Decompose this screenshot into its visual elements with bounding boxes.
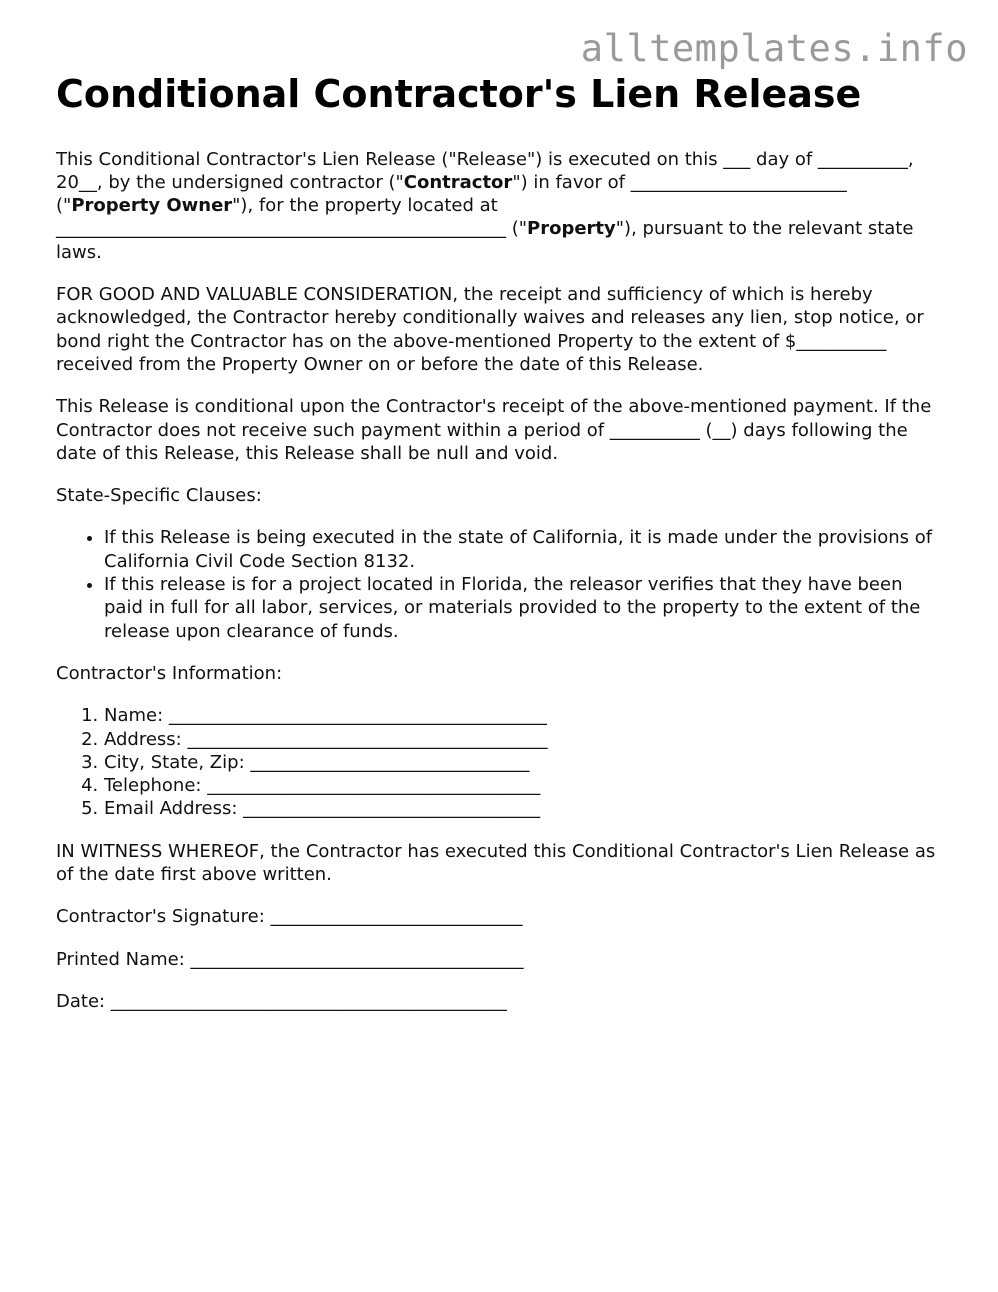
list-item: 3. City, State, Zip: _______________________________ — [104, 751, 946, 774]
witness-paragraph: IN WITNESS WHEREOF, the Contractor has executed this Conditional Contractor's Lien Release as of the date first above written. — [56, 840, 936, 886]
list-item: 5. Email Address: _________________________________ — [104, 797, 946, 820]
contractor-info-list — [56, 704, 946, 820]
signature-line: Contractor's Signature: ____________________________ — [56, 906, 523, 928]
watermark: alltemplates.info — [580, 27, 968, 70]
printed-name-line: Printed Name: _____________________________________ — [56, 948, 524, 970]
document-page — [56, 72, 946, 1032]
intro-text-2: ") in favor of ________________________ (" — [56, 171, 847, 217]
date-line: Date: ____________________________________________ — [56, 990, 507, 1012]
contractor-info-heading: Contractor's Information: — [56, 662, 283, 684]
intro-text-3: "), for the property located at __________________________________________________ (" — [56, 195, 528, 240]
intro-text-1: This Conditional Contractor's Lien Release ("Release") is executed on this ___ day of __________, 20__, by the undersigned contractor (" — [56, 148, 914, 193]
list-item: 2. Address: ________________________________________ — [104, 728, 946, 751]
property-owner-term: Property Owner — [71, 195, 233, 217]
list-item: 1. Name: __________________________________________ — [104, 704, 946, 727]
list-item: 4. Telephone: _____________________________________ — [104, 774, 946, 797]
state-clauses-heading: State-Specific Clauses: — [56, 485, 262, 507]
condition-paragraph: This Release is conditional upon the Contractor's receipt of the above-mentioned payment. If the Contractor does not receive such payment within a period of __________ (__) days following the date of this Release, this Release shall be null and void. — [56, 396, 932, 464]
state-clauses-list — [56, 526, 946, 642]
list-item: • If this release is for a project located in Florida, the releasor verifies that they have been paid in full for all labor, services, or materials provided to the property to the extent of the release upon clearance of funds. — [104, 573, 946, 643]
property-term: Property — [527, 218, 616, 240]
document-title: Conditional Contractor's Lien Release — [56, 72, 862, 116]
intro-paragraph — [56, 148, 946, 264]
intro-text-4: "), pursuant to the relevant state laws. — [56, 218, 914, 263]
consideration-paragraph: FOR GOOD AND VALUABLE CONSIDERATION, the receipt and sufficiency of which is hereby acknowledged, the Contractor hereby conditionally waives and releases any lien, stop notice, or bond right the Contractor has on the above-mentioned Property to the extent of $__________ received from the Property Owner on or before the date of this Release. — [56, 284, 924, 375]
list-item: • If this Release is being executed in the state of California, it is made under the provisions of California Civil Code Section 8132. — [104, 526, 946, 573]
contractor-term: Contractor — [403, 171, 513, 193]
